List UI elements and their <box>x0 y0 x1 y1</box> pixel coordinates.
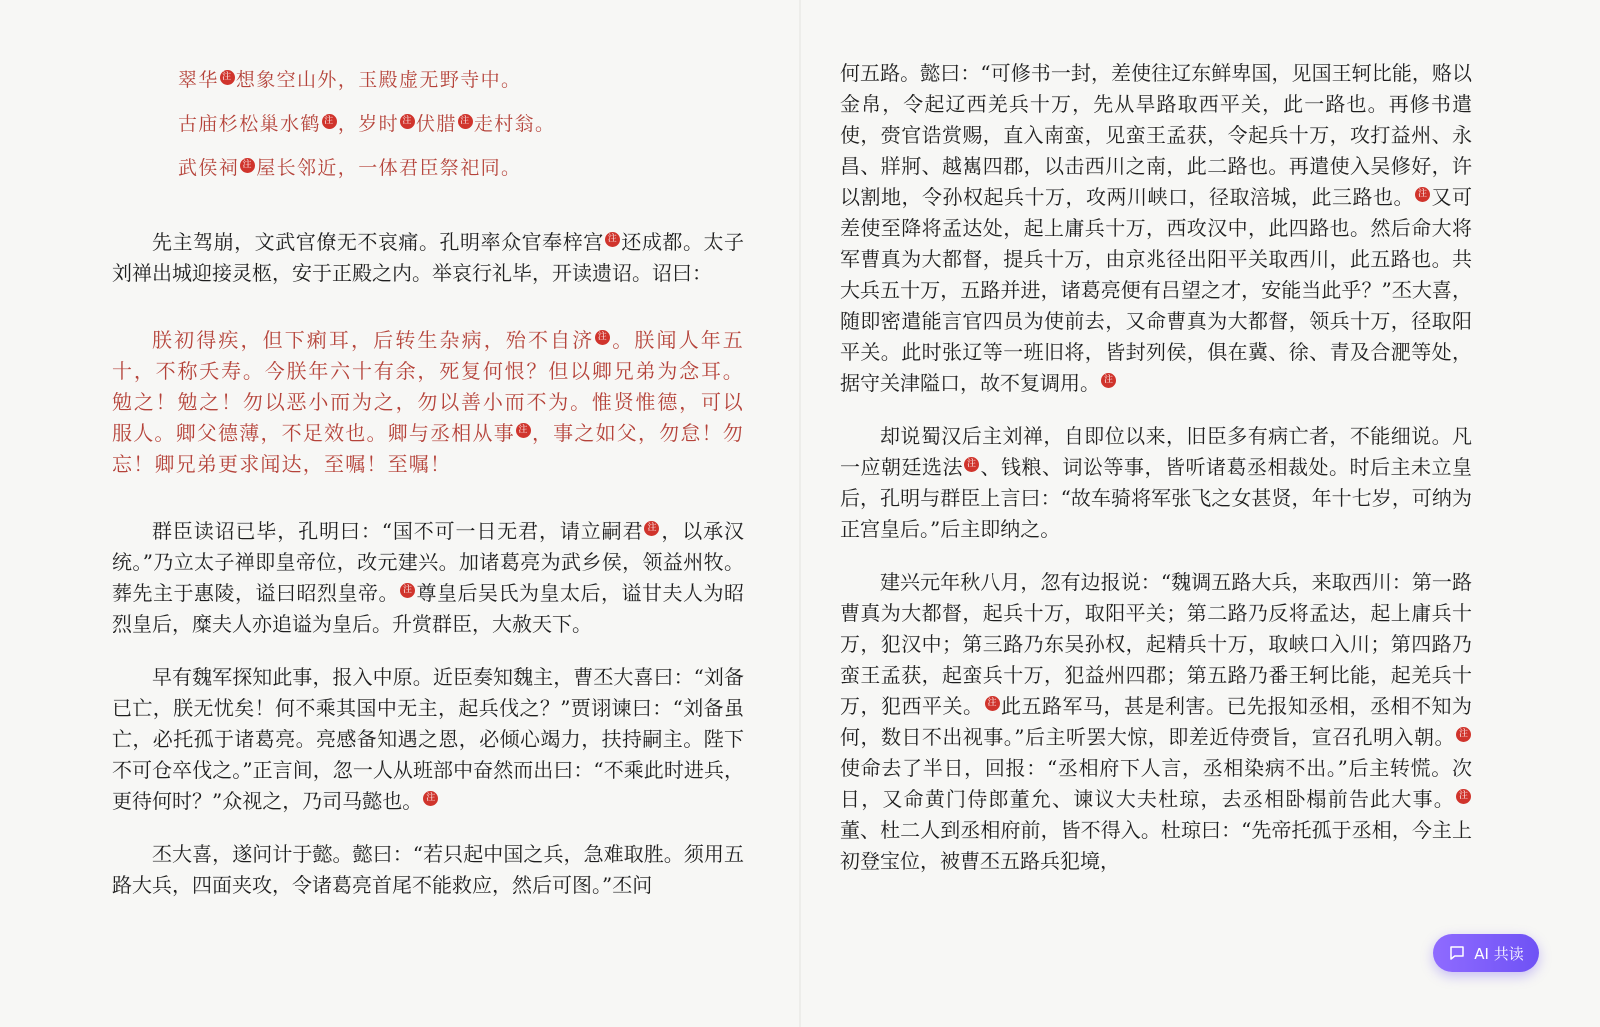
annotation-marker-icon[interactable]: 注 <box>985 696 1000 711</box>
annotation-marker-icon[interactable]: 注 <box>322 114 337 129</box>
annotation-marker-icon[interactable]: 注 <box>240 158 255 173</box>
annotation-marker-icon[interactable]: 注 <box>220 70 235 85</box>
annotation-marker-icon[interactable]: 注 <box>400 583 415 598</box>
left-body <box>112 227 744 901</box>
paragraph: 早有魏军探知此事，报入中原。近臣奏知魏主，曹丕大喜曰：“刘备已亡，朕无忧矣！何不乘其国中无主，起兵伐之？”贾诩谏曰：“刘备虽亡，必托孤于诸葛亮。亮感备知遇之恩，必倾心竭力，扶持嗣主。陛下不可仓卒伐之。”正言间，忽一人从班部中奋然而出曰：“不乘此时进兵，更待何时？”众视之，乃司马懿也。 注 <box>112 665 744 813</box>
annotation-marker-icon[interactable]: 注 <box>400 114 415 129</box>
annotation-marker-icon[interactable]: 注 <box>1415 187 1430 202</box>
left-column <box>112 58 744 901</box>
paragraph: 何五路。懿曰：“可修书一封，差使往辽东鲜卑国，见国王轲比能，赂以金帛，令起辽西羌兵十万，先从旱路取西平关，此一路也。再修书遣使，赍官诰赏赐，直入南蛮，见蛮王孟获，令起兵十万，攻打益州、永昌、牂牁、越嶲四郡，以击西川之南，此二路也。再遣使入吴修好，许以割地，令孙权起兵十万，攻两川峡口，径取涪城，此三路也。 注 又可差使至降将孟达处，起上庸兵十万，西攻汉中，此四路也。然后命大将军曹真为大都督，提兵十万，由京兆径出阳平关取西川，此五路也。共大兵五十万，五路并进，诸葛亮便有吕望之才，安能当此乎？”丕大喜，随即密遣能言官四员为使前去，又命曹真为大都督，领兵十万，径取阳平关。此时张辽等一班旧将，皆封列侯，俱在冀、徐、青及合淝等处，据守关津隘口，故不复调用。 注 <box>840 61 1472 395</box>
annotation-marker-icon[interactable]: 注 <box>1456 789 1471 804</box>
annotation-marker-icon[interactable]: 注 <box>644 521 659 536</box>
paragraph: 丕大喜，遂问计于懿。懿曰：“若只起中国之兵，急难取胜。须用五路大兵，四面夹攻，令诸葛亮首尾不能救应，然后可图。”丕问 <box>112 842 744 897</box>
poem-line-1: 翠华 注 想象空山外，玉殿虚无野寺中。 <box>178 69 522 91</box>
annotation-marker-icon[interactable]: 注 <box>1101 373 1116 388</box>
right-page <box>800 0 1600 1027</box>
ai-coread-button[interactable] <box>1433 934 1539 972</box>
annotation-marker-icon[interactable]: 注 <box>458 114 473 129</box>
paragraph: 群臣读诏已毕，孔明曰：“国不可一日无君，请立嗣君 注 ，以承汉统。”乃立太子禅即皇帝位，改元建兴。加诸葛亮为武乡侯，领益州牧。葬先主于惠陵，谥曰昭烈皇帝。 注 尊皇后吴氏为皇太后，谥甘夫人为昭烈皇后，糜夫人亦追谥为皇后。升赏群臣，大赦天下。 <box>112 519 744 636</box>
poem-line-2: 古庙杉松巢水鹤 注 ，岁时 注 伏腊 注 走村翁。 <box>178 113 556 135</box>
annotation-marker-icon[interactable]: 注 <box>516 423 531 438</box>
poem-line-3: 武侯祠 注 屋长邻近，一体君臣祭祀同。 <box>178 157 522 179</box>
paragraph: 却说蜀汉后主刘禅，自即位以来，旧臣多有病亡者，不能细说。凡一应朝廷选法 注 、钱粮、词讼等事，皆听诸葛丞相裁处。时后主未立皇后，孔明与群臣上言曰：“故车骑将军张飞之女甚贤，年十七岁，可纳为正宫皇后。”后主即纳之。 <box>840 424 1472 541</box>
paragraph: 先主驾崩，文武官僚无不哀痛。孔明率众官奉梓宫 注 还成都。太子刘禅出城迎接灵柩，安于正殿之内。举哀行礼毕，开读遗诏。诏曰： <box>112 230 745 285</box>
poem-block <box>178 58 744 190</box>
annotation-marker-icon[interactable]: 注 <box>964 457 979 472</box>
annotation-marker-icon[interactable]: 注 <box>595 330 610 345</box>
annotation-marker-icon[interactable]: 注 <box>1456 727 1471 742</box>
annotation-marker-icon[interactable]: 注 <box>423 791 438 806</box>
annotation-marker-icon[interactable]: 注 <box>605 232 620 247</box>
right-body <box>840 58 1472 877</box>
chat-bubble-icon <box>1448 944 1466 962</box>
edict-block: 朕初得疾，但下痢耳，后转生杂病，殆不自济 注 。朕闻人年五十，不称夭寿。今朕年六十有余，死复何恨？但以卿兄弟为念耳。勉之！勉之！勿以恶小而为之，勿以善小而不为。惟贤惟德，可以服人。卿父德薄，不足效也。卿与丞相从事 注 ，事之如父，勿怠！勿忘！卿兄弟更求闻达，至嘱！至嘱！ <box>112 328 745 476</box>
paragraph: 建兴元年秋八月，忽有边报说：“魏调五路大兵，来取西川：第一路曹真为大都督，起兵十万，取阳平关；第二路乃反将孟达，起上庸兵十万，犯汉中；第三路乃东吴孙权，起精兵十万，取峡口入川；第四路乃蛮王孟获，起蛮兵十万，犯益州四郡；第五路乃番王轲比能，起羌兵十万，犯西平关。 注 此五路军马，甚是利害。已先报知丞相，丞相不知为何，数日不出视事。”后主听罢大惊，即差近侍赍旨，宣召孔明入朝。 注使命去了半日，回报：“丞相府下人言，丞相染病不出。”后主转慌。次日，又命黄门侍郎董允、谏议大夫杜琼，去丞相卧榻前告此大事。 注董、杜二人到丞相府前，皆不得入。杜琼曰：“先帝托孤于丞相，今主上初登宝位，被曹丕五路兵犯境， <box>840 570 1472 873</box>
right-column <box>840 58 1472 877</box>
ai-coread-label: AI 共读 <box>1474 944 1524 963</box>
